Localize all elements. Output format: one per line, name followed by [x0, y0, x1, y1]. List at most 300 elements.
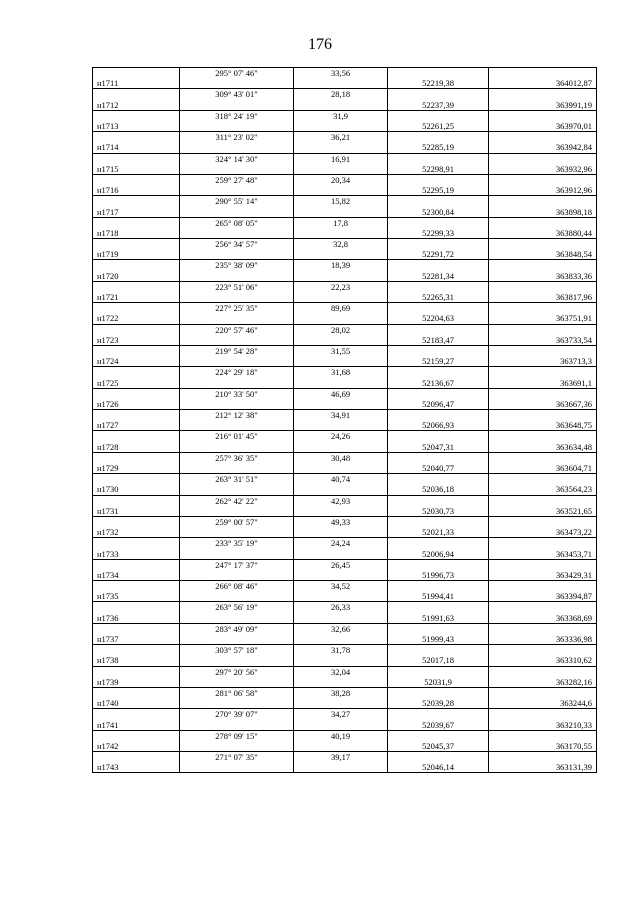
direction-angle-cell: 278° 09' 15"	[180, 730, 294, 741]
point-name-cell: н1729	[93, 463, 180, 474]
y-coordinate-cell	[489, 752, 597, 763]
segment-row	[93, 110, 597, 121]
y-coordinate-cell: 363131,39	[489, 762, 597, 773]
point-row	[93, 142, 597, 153]
point-name-cell	[93, 559, 180, 570]
point-row	[93, 613, 597, 624]
y-coordinate-cell: 363817,96	[489, 292, 597, 303]
y-coordinate-cell: 363970,01	[489, 121, 597, 132]
segment-row	[93, 752, 597, 763]
y-coordinate-cell: 363667,36	[489, 399, 597, 410]
point-name-cell: н1717	[93, 206, 180, 217]
direction-angle-cell	[180, 570, 294, 581]
x-coordinate-cell	[388, 367, 489, 378]
distance-cell	[294, 142, 388, 153]
point-name-cell	[93, 367, 180, 378]
point-row	[93, 591, 597, 602]
direction-angle-cell: 303° 57' 18"	[180, 645, 294, 656]
x-coordinate-cell	[388, 217, 489, 228]
x-coordinate-cell: 52006,94	[388, 548, 489, 559]
direction-angle-cell	[180, 185, 294, 196]
x-coordinate-cell: 52017,18	[388, 655, 489, 666]
x-coordinate-cell: 52300,84	[388, 206, 489, 217]
x-coordinate-cell	[388, 645, 489, 656]
y-coordinate-cell: 363170,55	[489, 741, 597, 752]
direction-angle-cell	[180, 762, 294, 773]
segment-row	[93, 538, 597, 549]
distance-cell: 18,39	[294, 260, 388, 271]
x-coordinate-cell	[388, 388, 489, 399]
x-coordinate-cell	[388, 174, 489, 185]
x-coordinate-cell	[388, 687, 489, 698]
point-name-cell: н1719	[93, 249, 180, 260]
direction-angle-cell	[180, 271, 294, 282]
direction-angle-cell	[180, 698, 294, 709]
x-coordinate-cell: 52036,18	[388, 484, 489, 495]
y-coordinate-cell: 363604,71	[489, 463, 597, 474]
direction-angle-cell: 227° 25' 35"	[180, 303, 294, 314]
y-coordinate-cell	[489, 431, 597, 442]
segment-row	[93, 239, 597, 250]
point-name-cell	[93, 89, 180, 100]
distance-cell	[294, 164, 388, 175]
direction-angle-cell: 283° 49' 09"	[180, 623, 294, 634]
point-name-cell	[93, 68, 180, 79]
point-name-cell: н1716	[93, 185, 180, 196]
distance-cell	[294, 399, 388, 410]
point-name-cell: н1724	[93, 356, 180, 367]
y-coordinate-cell	[489, 559, 597, 570]
y-coordinate-cell	[489, 174, 597, 185]
segment-row	[93, 410, 597, 421]
y-coordinate-cell	[489, 281, 597, 292]
point-name-cell: н1742	[93, 741, 180, 752]
x-coordinate-cell	[388, 281, 489, 292]
distance-cell	[294, 506, 388, 517]
point-name-cell	[93, 452, 180, 463]
distance-cell: 26,45	[294, 559, 388, 570]
point-name-cell: н1725	[93, 377, 180, 388]
x-coordinate-cell	[388, 666, 489, 677]
y-coordinate-cell: 363244,6	[489, 698, 597, 709]
direction-angle-cell	[180, 613, 294, 624]
direction-angle-cell: 259° 27' 48"	[180, 174, 294, 185]
distance-cell	[294, 548, 388, 559]
distance-cell: 32,04	[294, 666, 388, 677]
y-coordinate-cell: 363521,65	[489, 506, 597, 517]
direction-angle-cell: 263° 56' 19"	[180, 602, 294, 613]
distance-cell: 20,34	[294, 174, 388, 185]
x-coordinate-cell: 52291,72	[388, 249, 489, 260]
point-name-cell	[93, 752, 180, 763]
point-row	[93, 463, 597, 474]
point-name-cell: н1723	[93, 335, 180, 346]
x-coordinate-cell: 52285,19	[388, 142, 489, 153]
point-name-cell	[93, 153, 180, 164]
segment-row	[93, 132, 597, 143]
distance-cell	[294, 698, 388, 709]
distance-cell	[294, 292, 388, 303]
direction-angle-cell: 220° 57' 46"	[180, 324, 294, 335]
point-name-cell: н1736	[93, 613, 180, 624]
x-coordinate-cell: 51999,43	[388, 634, 489, 645]
point-row	[93, 249, 597, 260]
direction-angle-cell	[180, 100, 294, 111]
direction-angle-cell: 281° 06' 58"	[180, 687, 294, 698]
x-coordinate-cell	[388, 623, 489, 634]
distance-cell	[294, 249, 388, 260]
point-row	[93, 634, 597, 645]
distance-cell: 31,68	[294, 367, 388, 378]
distance-cell: 26,33	[294, 602, 388, 613]
x-coordinate-cell: 52281,34	[388, 271, 489, 282]
point-row	[93, 271, 597, 282]
direction-angle-cell	[180, 249, 294, 260]
point-row	[93, 719, 597, 730]
y-coordinate-cell	[489, 324, 597, 335]
segment-row	[93, 345, 597, 356]
point-name-cell	[93, 303, 180, 314]
point-name-cell	[93, 709, 180, 720]
y-coordinate-cell: 363368,69	[489, 613, 597, 624]
y-coordinate-cell	[489, 367, 597, 378]
x-coordinate-cell	[388, 474, 489, 485]
distance-cell	[294, 484, 388, 495]
y-coordinate-cell	[489, 516, 597, 527]
coordinates-table-body	[93, 68, 597, 773]
y-coordinate-cell	[489, 709, 597, 720]
segment-row	[93, 602, 597, 613]
x-coordinate-cell: 52299,33	[388, 228, 489, 239]
x-coordinate-cell: 52265,31	[388, 292, 489, 303]
x-coordinate-cell	[388, 538, 489, 549]
x-coordinate-cell: 52040,77	[388, 463, 489, 474]
distance-cell: 15,82	[294, 196, 388, 207]
y-coordinate-cell: 363691,1	[489, 377, 597, 388]
y-coordinate-cell: 363833,36	[489, 271, 597, 282]
direction-angle-cell: 210° 33' 50"	[180, 388, 294, 399]
point-name-cell	[93, 474, 180, 485]
segment-row	[93, 196, 597, 207]
x-coordinate-cell: 52047,31	[388, 442, 489, 453]
y-coordinate-cell: 363394,87	[489, 591, 597, 602]
direction-angle-cell: 290° 55' 14"	[180, 196, 294, 207]
point-row	[93, 677, 597, 688]
y-coordinate-cell	[489, 623, 597, 634]
segment-row	[93, 89, 597, 100]
point-row	[93, 377, 597, 388]
y-coordinate-cell: 363991,19	[489, 100, 597, 111]
y-coordinate-cell: 363429,31	[489, 570, 597, 581]
direction-angle-cell	[180, 206, 294, 217]
point-name-cell	[93, 687, 180, 698]
point-row	[93, 164, 597, 175]
x-coordinate-cell: 51991,63	[388, 613, 489, 624]
y-coordinate-cell: 363898,18	[489, 206, 597, 217]
segment-row	[93, 623, 597, 634]
point-name-cell	[93, 538, 180, 549]
point-name-cell: н1732	[93, 527, 180, 538]
point-row	[93, 698, 597, 709]
segment-row	[93, 153, 597, 164]
segment-row	[93, 687, 597, 698]
y-coordinate-cell	[489, 538, 597, 549]
point-name-cell: н1715	[93, 164, 180, 175]
distance-cell: 28,18	[294, 89, 388, 100]
segment-row	[93, 388, 597, 399]
y-coordinate-cell: 363912,96	[489, 185, 597, 196]
y-coordinate-cell	[489, 388, 597, 399]
y-coordinate-cell	[489, 495, 597, 506]
point-row	[93, 506, 597, 517]
x-coordinate-cell: 52237,39	[388, 100, 489, 111]
distance-cell: 28,02	[294, 324, 388, 335]
segment-row	[93, 324, 597, 335]
x-coordinate-cell	[388, 559, 489, 570]
distance-cell	[294, 206, 388, 217]
point-name-cell: н1738	[93, 655, 180, 666]
direction-angle-cell: 309° 43' 01"	[180, 89, 294, 100]
direction-angle-cell	[180, 677, 294, 688]
x-coordinate-cell	[388, 132, 489, 143]
direction-angle-cell	[180, 420, 294, 431]
y-coordinate-cell	[489, 730, 597, 741]
point-row	[93, 356, 597, 367]
direction-angle-cell	[180, 356, 294, 367]
point-name-cell	[93, 196, 180, 207]
distance-cell	[294, 613, 388, 624]
segment-row	[93, 666, 597, 677]
point-row	[93, 313, 597, 324]
point-name-cell	[93, 110, 180, 121]
x-coordinate-cell	[388, 431, 489, 442]
direction-angle-cell	[180, 634, 294, 645]
x-coordinate-cell	[388, 752, 489, 763]
x-coordinate-cell: 52030,73	[388, 506, 489, 517]
y-coordinate-cell	[489, 452, 597, 463]
point-name-cell: н1728	[93, 442, 180, 453]
distance-cell	[294, 634, 388, 645]
direction-angle-cell: 257° 36' 35"	[180, 452, 294, 463]
y-coordinate-cell	[489, 89, 597, 100]
direction-angle-cell: 263° 31' 51"	[180, 474, 294, 485]
x-coordinate-cell	[388, 68, 489, 79]
direction-angle-cell	[180, 548, 294, 559]
x-coordinate-cell	[388, 303, 489, 314]
direction-angle-cell	[180, 591, 294, 602]
x-coordinate-cell: 52298,91	[388, 164, 489, 175]
direction-angle-cell	[180, 463, 294, 474]
direction-angle-cell	[180, 228, 294, 239]
y-coordinate-cell: 363733,54	[489, 335, 597, 346]
y-coordinate-cell	[489, 153, 597, 164]
segment-row	[93, 709, 597, 720]
x-coordinate-cell	[388, 239, 489, 250]
direction-angle-cell: 224° 29' 18"	[180, 367, 294, 378]
x-coordinate-cell	[388, 196, 489, 207]
distance-cell: 17,8	[294, 217, 388, 228]
point-row	[93, 121, 597, 132]
distance-cell: 36,21	[294, 132, 388, 143]
distance-cell: 42,93	[294, 495, 388, 506]
direction-angle-cell	[180, 335, 294, 346]
x-coordinate-cell: 52261,25	[388, 121, 489, 132]
point-name-cell: н1734	[93, 570, 180, 581]
x-coordinate-cell: 51996,73	[388, 570, 489, 581]
distance-cell	[294, 741, 388, 752]
distance-cell: 31,78	[294, 645, 388, 656]
point-name-cell	[93, 324, 180, 335]
direction-angle-cell	[180, 78, 294, 89]
point-name-cell: н1740	[93, 698, 180, 709]
x-coordinate-cell: 51994,41	[388, 591, 489, 602]
y-coordinate-cell: 363310,62	[489, 655, 597, 666]
direction-angle-cell	[180, 741, 294, 752]
x-coordinate-cell: 52046,14	[388, 762, 489, 773]
segment-row	[93, 452, 597, 463]
point-name-cell: н1733	[93, 548, 180, 559]
point-name-cell	[93, 281, 180, 292]
y-coordinate-cell: 363751,91	[489, 313, 597, 324]
point-name-cell	[93, 581, 180, 592]
x-coordinate-cell: 52136,67	[388, 377, 489, 388]
x-coordinate-cell	[388, 110, 489, 121]
point-name-cell: н1726	[93, 399, 180, 410]
direction-angle-cell	[180, 506, 294, 517]
y-coordinate-cell	[489, 239, 597, 250]
point-name-cell	[93, 516, 180, 527]
point-name-cell	[93, 345, 180, 356]
distance-cell	[294, 121, 388, 132]
segment-row	[93, 68, 597, 79]
point-name-cell: н1713	[93, 121, 180, 132]
point-name-cell: н1722	[93, 313, 180, 324]
x-coordinate-cell: 52219,38	[388, 78, 489, 89]
direction-angle-cell: 324° 14' 30"	[180, 153, 294, 164]
distance-cell: 24,24	[294, 538, 388, 549]
distance-cell: 39,17	[294, 752, 388, 763]
x-coordinate-cell	[388, 495, 489, 506]
y-coordinate-cell	[489, 687, 597, 698]
distance-cell	[294, 228, 388, 239]
x-coordinate-cell: 52295,19	[388, 185, 489, 196]
point-name-cell: н1721	[93, 292, 180, 303]
distance-cell: 31,55	[294, 345, 388, 356]
direction-angle-cell	[180, 164, 294, 175]
y-coordinate-cell	[489, 345, 597, 356]
distance-cell: 24,26	[294, 431, 388, 442]
direction-angle-cell	[180, 377, 294, 388]
point-row	[93, 442, 597, 453]
x-coordinate-cell	[388, 581, 489, 592]
distance-cell	[294, 591, 388, 602]
segment-row	[93, 260, 597, 271]
distance-cell: 32,8	[294, 239, 388, 250]
direction-angle-cell	[180, 292, 294, 303]
direction-angle-cell: 265° 08' 05"	[180, 217, 294, 228]
y-coordinate-cell	[489, 581, 597, 592]
y-coordinate-cell: 363880,44	[489, 228, 597, 239]
x-coordinate-cell	[388, 602, 489, 613]
y-coordinate-cell	[489, 110, 597, 121]
direction-angle-cell	[180, 484, 294, 495]
distance-cell	[294, 677, 388, 688]
distance-cell: 22,23	[294, 281, 388, 292]
point-row	[93, 100, 597, 111]
point-name-cell	[93, 239, 180, 250]
direction-angle-cell: 297° 20' 56"	[180, 666, 294, 677]
segment-row	[93, 303, 597, 314]
direction-angle-cell: 270° 39' 07"	[180, 709, 294, 720]
segment-row	[93, 281, 597, 292]
point-row	[93, 762, 597, 773]
distance-cell: 34,27	[294, 709, 388, 720]
segment-row	[93, 431, 597, 442]
point-row	[93, 570, 597, 581]
point-name-cell	[93, 730, 180, 741]
distance-cell	[294, 377, 388, 388]
point-name-cell: н1741	[93, 719, 180, 730]
point-name-cell	[93, 174, 180, 185]
distance-cell	[294, 78, 388, 89]
distance-cell	[294, 463, 388, 474]
point-row	[93, 228, 597, 239]
distance-cell	[294, 313, 388, 324]
distance-cell	[294, 185, 388, 196]
point-row	[93, 527, 597, 538]
distance-cell: 40,19	[294, 730, 388, 741]
distance-cell	[294, 271, 388, 282]
segment-row	[93, 730, 597, 741]
x-coordinate-cell	[388, 410, 489, 421]
point-name-cell: н1727	[93, 420, 180, 431]
distance-cell	[294, 442, 388, 453]
x-coordinate-cell: 52066,93	[388, 420, 489, 431]
y-coordinate-cell	[489, 132, 597, 143]
direction-angle-cell: 262° 42' 22"	[180, 495, 294, 506]
y-coordinate-cell	[489, 303, 597, 314]
point-name-cell	[93, 260, 180, 271]
distance-cell	[294, 420, 388, 431]
point-name-cell: н1711	[93, 78, 180, 89]
segment-row	[93, 217, 597, 228]
x-coordinate-cell	[388, 153, 489, 164]
y-coordinate-cell: 364012,87	[489, 78, 597, 89]
point-name-cell	[93, 623, 180, 634]
point-name-cell	[93, 602, 180, 613]
point-name-cell: н1739	[93, 677, 180, 688]
x-coordinate-cell	[388, 516, 489, 527]
segment-row	[93, 474, 597, 485]
direction-angle-cell	[180, 527, 294, 538]
x-coordinate-cell	[388, 452, 489, 463]
x-coordinate-cell	[388, 260, 489, 271]
direction-angle-cell: 235° 38' 09"	[180, 260, 294, 271]
y-coordinate-cell: 363210,33	[489, 719, 597, 730]
x-coordinate-cell	[388, 730, 489, 741]
segment-row	[93, 495, 597, 506]
distance-cell: 32,66	[294, 623, 388, 634]
direction-angle-cell: 266° 08' 46"	[180, 581, 294, 592]
y-coordinate-cell	[489, 645, 597, 656]
point-name-cell	[93, 410, 180, 421]
point-row	[93, 185, 597, 196]
distance-cell	[294, 655, 388, 666]
point-name-cell	[93, 388, 180, 399]
x-coordinate-cell: 52045,37	[388, 741, 489, 752]
direction-angle-cell	[180, 399, 294, 410]
distance-cell: 34,52	[294, 581, 388, 592]
